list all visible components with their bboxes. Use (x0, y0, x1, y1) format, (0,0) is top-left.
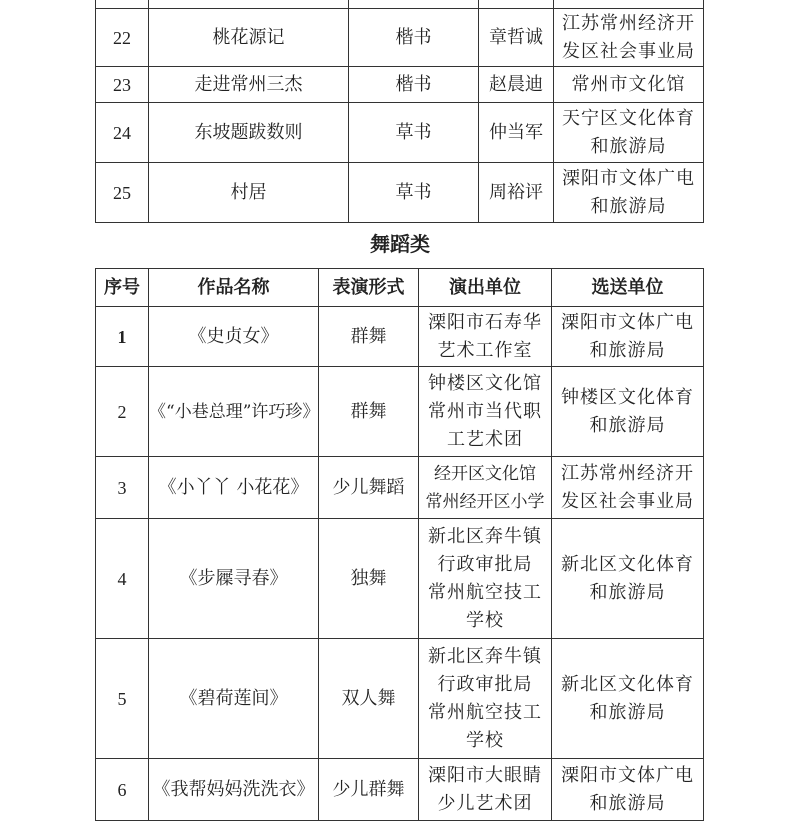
cell-form: 少儿舞蹈 (319, 457, 419, 519)
cell-no: 22 (96, 9, 149, 67)
table-row (96, 67, 704, 103)
cell-no: 23 (96, 67, 149, 103)
org-line: 和旅游局 (590, 195, 667, 217)
cell-no: 25 (96, 163, 149, 223)
cell-performer (419, 367, 552, 457)
table-row (96, 519, 704, 639)
header-no: 序号 (96, 269, 149, 307)
performer-line: 艺术工作室 (437, 339, 533, 361)
performer-line: 学校 (466, 609, 504, 631)
performer-line: 新北区奔牛镇 (428, 645, 542, 667)
cell-org (554, 9, 704, 67)
cell-title (149, 0, 349, 9)
cell-no: 1 (96, 307, 149, 367)
cell-form: 草书 (349, 163, 479, 223)
cell-org (552, 759, 704, 821)
org-line: 新北区文化体育 (561, 553, 694, 575)
cell-title: 《小丫丫 小花花》 (149, 457, 319, 519)
cell-form: 楷书 (349, 67, 479, 103)
cell-org (552, 307, 704, 367)
performer-line: 学校 (466, 729, 504, 751)
org-line: 溧阳市文体广电 (561, 764, 694, 786)
org-line: 天宁区文化体育 (562, 107, 695, 129)
table-row (96, 9, 704, 67)
cell-org (552, 457, 704, 519)
table-row (96, 639, 704, 759)
cell-no: 6 (96, 759, 149, 821)
performer-line: 常州市当代职 (428, 400, 542, 422)
cell-author: 章哲诚 (479, 9, 554, 67)
performer-line: 工艺术团 (447, 428, 523, 450)
table-row (96, 103, 704, 163)
org-line: 钟楼区文化体育 (561, 386, 694, 408)
cell-title: 桃花源记 (149, 9, 349, 67)
cell-org (554, 103, 704, 163)
cell-form: 双人舞 (319, 639, 419, 759)
cell-org (554, 163, 704, 223)
performer-line: 钟楼区文化馆 (428, 372, 542, 394)
section-title: 舞蹈类 (370, 232, 430, 256)
org-line: 和旅游局 (589, 581, 666, 603)
cell-author: 赵晨迪 (479, 67, 554, 103)
cell-org (552, 519, 704, 639)
org-line: 和旅游局 (589, 701, 666, 723)
cell-org (552, 367, 704, 457)
cell-title: 《碧荷莲间》 (149, 639, 319, 759)
cell-performer (419, 759, 552, 821)
cell-form: 群舞 (319, 307, 419, 367)
cell-no: 3 (96, 457, 149, 519)
cell-performer (419, 457, 552, 519)
cell-title: 《步屧寻春》 (149, 519, 319, 639)
org-line: 和旅游局 (589, 339, 666, 361)
table-row (96, 0, 704, 9)
dance-table (95, 268, 704, 821)
cell-performer (419, 519, 552, 639)
org-line: 江苏常州经济开 (561, 462, 694, 484)
cell-title: 《“小巷总理”许巧珍》 (149, 367, 319, 457)
table-row (96, 367, 704, 457)
cell-no: 24 (96, 103, 149, 163)
cell-performer (419, 639, 552, 759)
org-line: 发区社会事业局 (561, 490, 694, 512)
header-org: 选送单位 (552, 269, 704, 307)
header-title: 作品名称 (149, 269, 319, 307)
cell-title: 东坡题跋数则 (149, 103, 349, 163)
table-row (96, 307, 704, 367)
performer-line: 常州航空技工 (428, 581, 542, 603)
performer-line: 行政审批局 (437, 553, 533, 575)
cell-author: 仲当军 (479, 103, 554, 163)
performer-line: 溧阳市大眼睛 (428, 764, 542, 786)
org-line: 和旅游局 (590, 135, 667, 157)
cell-form: 群舞 (319, 367, 419, 457)
cell-no: 4 (96, 519, 149, 639)
cell-form: 草书 (349, 103, 479, 163)
table-row (96, 759, 704, 821)
table-header-row (96, 269, 704, 307)
cell-performer (419, 307, 552, 367)
org-line: 发区社会事业局 (562, 40, 695, 62)
cell-no: 2 (96, 367, 149, 457)
cell-title: 村居 (149, 163, 349, 223)
org-line: 溧阳市文体广电 (561, 311, 694, 333)
org-line: 常州市文化馆 (571, 73, 686, 95)
cell-author (479, 0, 554, 9)
performer-line: 新北区奔牛镇 (428, 525, 542, 547)
org-line: 江苏常州经济开 (562, 12, 695, 34)
performer-line: 少儿艺术团 (437, 792, 533, 814)
performer-line: 溧阳市石寿华 (428, 311, 542, 333)
cell-form: 少儿群舞 (319, 759, 419, 821)
calligraphy-table (95, 0, 704, 223)
org-line: 和旅游局 (589, 414, 666, 436)
cell-form (349, 0, 479, 9)
performer-line: 行政审批局 (437, 673, 533, 695)
cell-org (554, 0, 704, 9)
table-row (96, 163, 704, 223)
cell-title: 走进常州三杰 (149, 67, 349, 103)
org-line: 溧阳市文体广电 (562, 167, 695, 189)
table-row (96, 457, 704, 519)
cell-title: 《我帮妈妈洗洗衣》 (149, 759, 319, 821)
cell-org (552, 639, 704, 759)
cell-no: 5 (96, 639, 149, 759)
org-line: 新北区文化体育 (561, 673, 694, 695)
cell-no (96, 0, 149, 9)
cell-title: 《史贞女》 (149, 307, 319, 367)
cell-org (554, 67, 704, 103)
header-form: 表演形式 (319, 269, 419, 307)
performer-line: 常州经开区小学 (425, 491, 545, 512)
org-line: 和旅游局 (589, 792, 666, 814)
performer-line: 经开区文化馆 (434, 463, 536, 484)
cell-form: 楷书 (349, 9, 479, 67)
cell-author: 周裕评 (479, 163, 554, 223)
header-performer: 演出单位 (419, 269, 552, 307)
performer-line: 常州航空技工 (428, 701, 542, 723)
cell-form: 独舞 (319, 519, 419, 639)
